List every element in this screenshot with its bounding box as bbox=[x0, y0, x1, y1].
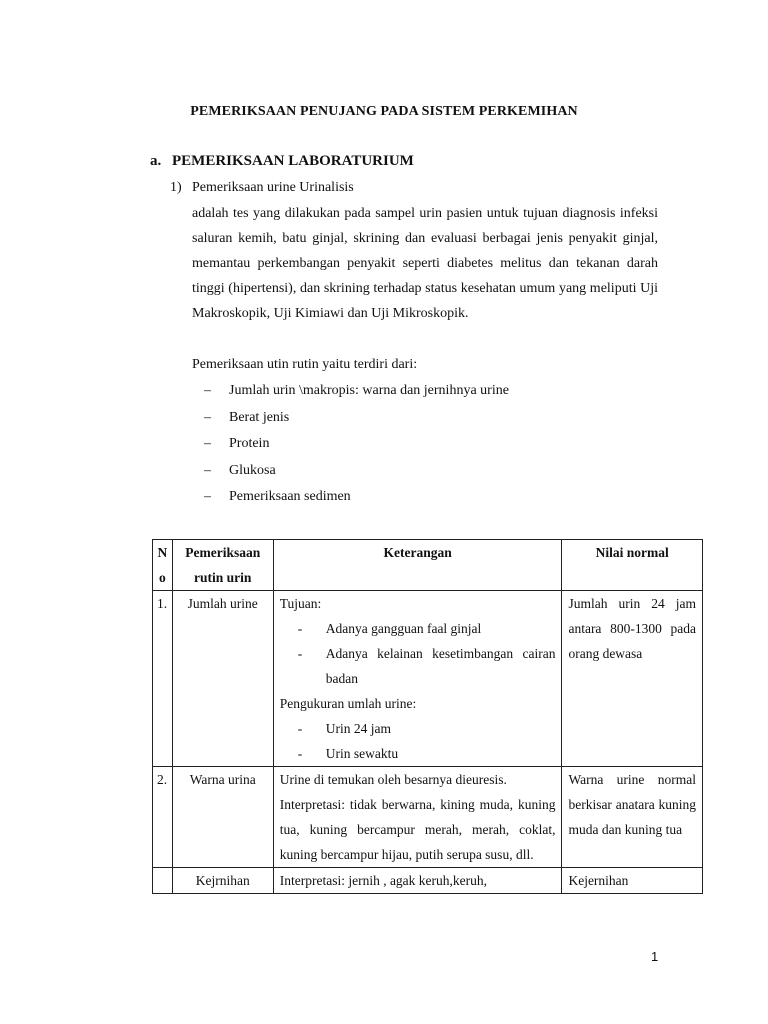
header-keterangan: Keterangan bbox=[273, 540, 562, 591]
exam-list bbox=[204, 378, 509, 511]
list-item-text: Glukosa bbox=[229, 462, 276, 478]
pengukuran-label: Pengukuran umlah urine: bbox=[279, 696, 417, 711]
table-row bbox=[153, 591, 703, 767]
list-item bbox=[204, 378, 509, 405]
page-number: 1 bbox=[651, 949, 659, 964]
row-keterangan bbox=[273, 591, 562, 767]
subsection-heading-text: Pemeriksaan urine Urinalisis bbox=[192, 180, 354, 195]
list-item-text: Protein bbox=[229, 436, 270, 451]
header-pemeriksaan: Pemeriksaan rutin urin bbox=[172, 540, 273, 591]
pengukuran-list bbox=[280, 716, 556, 766]
dash-bullet: – bbox=[204, 436, 211, 451]
section-heading bbox=[150, 153, 414, 170]
tujuan-label: Tujuan: bbox=[279, 596, 322, 611]
keterangan-text: Urine di temukan oleh besarnya dieuresis. bbox=[279, 772, 507, 787]
header-no: No bbox=[153, 540, 173, 591]
row-pemeriksaan: Warna urina bbox=[172, 767, 273, 868]
interpretasi-text: Interpretasi: tidak berwarna, kining muda, kuning tua, kuning bercampur merah, merah, coklat, kuning bercampur hijau, putih serupa susu, dll. bbox=[279, 797, 556, 862]
dash-bullet: - bbox=[297, 721, 303, 736]
dash-bullet: – bbox=[204, 409, 211, 425]
subsection-heading bbox=[170, 180, 354, 196]
list-item-text: Berat jenis bbox=[229, 409, 290, 425]
list-item-text: Adanya gangguan faal ginjal bbox=[325, 621, 482, 636]
subsection-marker: 1) bbox=[170, 180, 182, 195]
row-nilai-normal: Jumlah urin 24 jam antara 800-1300 pada orang dewasa bbox=[562, 591, 703, 767]
table-header-row bbox=[153, 540, 703, 591]
list-item bbox=[204, 405, 509, 432]
row-keterangan: Interpretasi: jernih , agak keruh,keruh, bbox=[273, 868, 562, 894]
list-item bbox=[298, 716, 556, 741]
row-no bbox=[153, 868, 173, 894]
dash-bullet: – bbox=[204, 462, 211, 478]
dash-bullet: – bbox=[204, 383, 211, 398]
row-pemeriksaan: Jumlah urine bbox=[172, 591, 273, 767]
tujuan-list bbox=[280, 616, 556, 691]
dash-bullet: - bbox=[297, 746, 303, 761]
urinalysis-table bbox=[152, 539, 703, 894]
row-nilai-normal: Kejernihan bbox=[562, 868, 703, 894]
body-paragraph: adalah tes yang dilakukan pada sampel urin pasien untuk tujuan diagnosis infeksi saluran kemih, batu ginjal, skrining dan evaluasi berbagai jenis penyakit ginjal, memantau perkembangan penyakit seperti diabetes melitus dan tekanan darah tinggi (hipertensi), dan skrining terhadap status kesehatan umum yang meliputi Uji Makroskopik, Uji Kimiawi dan Uji Mikroskopik. bbox=[192, 206, 658, 321]
dash-bullet: - bbox=[297, 621, 303, 636]
page-title: PEMERIKSAAN PENUJANG PADA SISTEM PERKEMIHAN bbox=[190, 104, 578, 119]
list-item bbox=[298, 616, 556, 641]
header-nilai-normal: Nilai normal bbox=[562, 540, 703, 591]
list-item-text: Urin 24 jam bbox=[325, 721, 391, 736]
section-marker: a. bbox=[150, 153, 162, 169]
list-item bbox=[298, 741, 556, 766]
section-heading-text: PEMERIKSAAN LABORATURIUM bbox=[172, 153, 414, 169]
list-item bbox=[298, 641, 556, 691]
row-keterangan bbox=[273, 767, 562, 868]
row-no: 1. bbox=[153, 591, 173, 767]
dash-bullet: - bbox=[297, 646, 303, 661]
list-item-text: Pemeriksaan sedimen bbox=[229, 489, 351, 504]
list-item bbox=[204, 458, 509, 485]
list-item bbox=[204, 484, 509, 511]
table-row bbox=[153, 868, 703, 894]
list-intro: Pemeriksaan utin rutin yaitu terdiri dari: bbox=[192, 357, 418, 372]
list-item bbox=[204, 431, 509, 458]
list-item-text: Jumlah urin \makropis: warna dan jernihnya urine bbox=[229, 383, 509, 398]
row-pemeriksaan: Kejrnihan bbox=[172, 868, 273, 894]
list-item-text: Urin sewaktu bbox=[325, 746, 399, 761]
list-item-text: Adanya kelainan kesetimbangan cairan badan bbox=[325, 646, 556, 686]
row-nilai-normal: Warna urine normal berkisar anatara kuning muda dan kuning tua bbox=[562, 767, 703, 868]
row-no: 2. bbox=[153, 767, 173, 868]
table-row bbox=[153, 767, 703, 868]
dash-bullet: – bbox=[204, 489, 211, 504]
